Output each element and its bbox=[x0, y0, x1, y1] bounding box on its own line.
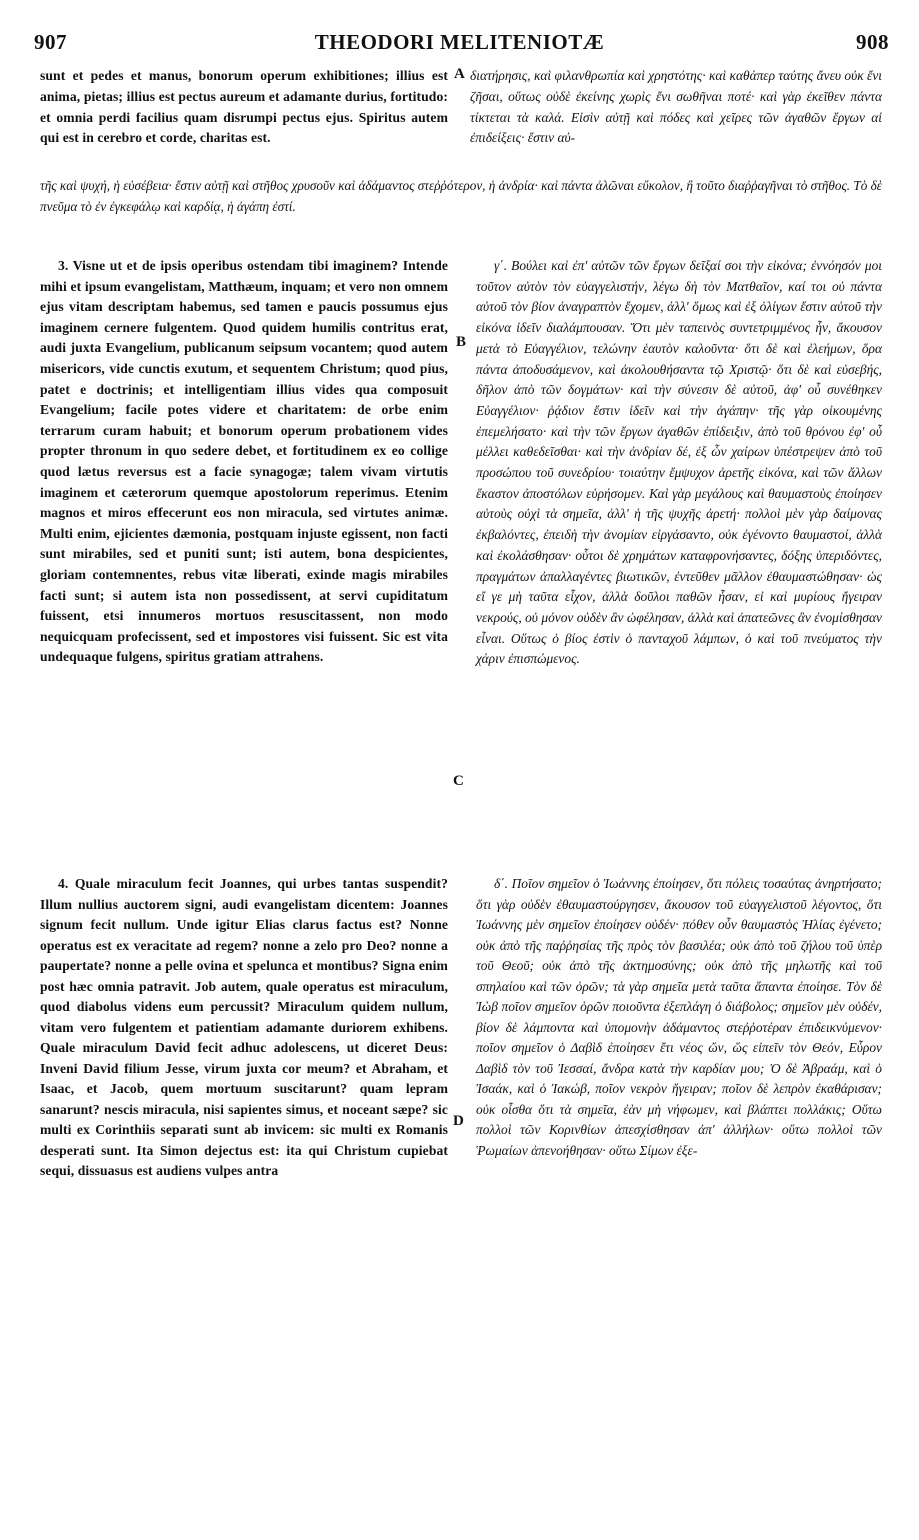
margin-marker-a: A bbox=[454, 66, 465, 82]
page-number-right: 908 bbox=[856, 30, 889, 54]
section-3-latin: 3. Visne ut et de ipsis operibus ostendam tibi imaginem? Intende mihi et ipsum evangelistam, Matthæum, inquam; et vero non omnem ejus vitam descriptam habemus, sed tamen e paucis possumus ejus imaginem cernere fulgentem. Quod quidem humilis contritus erat, audi juxta Evangelium, publicanum seipsum vocantem; quod autem misericors, vide cunctis exutum, et sequentem Christum; quod pius, patet e doctrinis; et intelligentiam illius vides qua composuit Evangelium; facile potes videre et charitatem: de orbe enim terrarum curam habuit; et bonorum operum probationem vides propter thronum in quo sedere debet, et fortitudinem ex eo collige quod lætus reversus est a facie synagogæ; talem vivam virtutis imaginem et cæterorum quemque apostolorum reperimus. Etenim magnos et miros effecerunt eos non miracula, sed virtutes animæ. Multi enim, ejicientes dæmonia, postquam injuste egissent, non facti sunt mirabiles, sed et puniti sunt; isti autem, bona despicientes, gloriam contemnentes, rebus vitæ liberati, exinde magis mirabiles facti sunt; si autem ista non possedissent, at servi cupiditatum fuissent, etsi innumeros mortuos resuscitassent, non modo nequicquam profecissent, sed et impostores visi fuissent. Sic est vita undequaque fulgens, spiritus gratiam attrahens. bbox=[40, 258, 448, 665]
intro-latin: sunt et pedes et manus, bonorum operum exhibitiones; illius est anima, pietas; illius est pectus aureum et adamante durius, fortitudo: et omnia perdi facilius quam disrumpi pectus ejus. Spiritus autem qui est in cerebro et corde, charitas est. bbox=[40, 68, 448, 146]
intro-greek: διατήρησις, καὶ φιλανθρωπία καὶ χρηστότης· καὶ καθάπερ ταύτης ἄνευ οὐκ ἔνι ζῆσαι, οὕτως οὐδὲ ἐκείνης χωρὶς ἔνι σωθῆναι ποτέ· καὶ γὰρ ἐκεῖθεν πάντα τίκτεται τὰ καλά. Εἰσὶν αὐτῇ καὶ πόδες καὶ χεῖρες τῶν ἀγαθῶν ἔργων αἱ ἐπιδείξεις· ἔστιν αὐ- bbox=[470, 68, 882, 146]
section-3-greek: γ΄. Βούλει καὶ ἐπ' αὐτῶν τῶν ἔργων δεῖξαί σοι τὴν εἰκόνα; ἐννόησόν μοι τοῦτον αὐτὸν τὸν εὐαγγελιστήν, λέγω δὴ τὸν Ματθαῖον, καί τοι οὐ πάντα αὐτοῦ τὸν βίον ἀναγραπτὸν ἔχομεν, ἀλλ' ὅμως καὶ ἐξ ὀλίγων ἔστιν αὐτοῦ τὴν εἰκόνα ἰδεῖν διαλάμπουσαν. Ὅτι μὲν ταπεινὸς συντετριμμένος ἦν, ἄκουσον μετὰ τὸ Εὐαγγέλιον, τελώνην ἑαυτὸν καλοῦντα· ὅτι δὲ καὶ ἐλεήμων, ὅρα πάντα ἀποδυσάμενον, καὶ ἀκολουθήσαντα τῷ Χριστῷ· ὅτι δὲ καὶ εὐσεβής, δῆλον ἀπὸ τῶν δογμάτων· καὶ τὴν σύνεσιν δὲ αὐτοῦ, ἀφ' οὗ συνέθηκεν Εὐαγγέλιον· ῥᾴδιον ἔστιν ἰδεῖν καὶ τὴν ἀγάπην· τῆς γὰρ οἰκουμένης ἐπεμελήσατο· καὶ τὴν τῶν ἔργων ἀγαθῶν ἐπίδειξιν, ἀπὸ τοῦ θρόνου ἐφ' οὗ μέλλει καθεδεῖσθαι· καὶ τὴν ἀνδρίαν δέ, ἐξ ὧν χαίρων ὑπέστρεψεν ἀπὸ τοῦ προσώπου τοῦ συνεδρίου· τοιαύτην ἔμψυχον ἀρετῆς εἰκόνα, καὶ τῶν ἄλλων ἕκαστον ἀποστόλων εὑρήσομεν. Καὶ γὰρ μεγάλους καὶ θαυμαστοὺς ἐποίησεν αὐτοὺς οὐχὶ τὰ σημεῖα, ἀλλ' ἡ τῆς ψυχῆς ἀρετή· πολλοὶ μὲν γὰρ δαίμονας ἐκβαλόντες, ἐπειδὴ τὴν ἀνομίαν εἰργάσαντο, οὐκ ἐγένοντο θαυμαστοί, ἀλλὰ καὶ ἐκολάσθησαν· οὗτοι δὲ χρημάτων καταφρονήσαντες, δόξης ὑπεριδόντες, πραγμάτων ἀπαλλαγέντες βιωτικῶν, ἐντεῦθεν μᾶλλον ἐθαυμαστώθησαν· ὡς εἴ γε μὴ ταῦτα εἶχον, ἀλλὰ δοῦλοι παθῶν ἦσαν, εἰ καὶ μυρίους ἤγειραν νεκρούς, οὐ μόνον οὐδὲν ἂν ὠφέλησαν, ἀλλὰ καὶ ἀπατεῶνες ἂν ἐνομίσθησαν εἶναι. Οὕτως ὁ βίος ἐστὶν ὁ πανταχοῦ λάμπων, ὁ καὶ τοῦ πνεύματος τὴν χάριν ἐπισπώμενος. bbox=[476, 258, 882, 667]
page-number-left: 907 bbox=[34, 30, 67, 54]
margin-marker-c: C bbox=[453, 773, 464, 789]
section-4-latin: 4. Quale miraculum fecit Joannes, qui urbes tantas suspendit? Illum nullius auctorem signi, audi evangelistam dicentem: Joannes signum fecit nullum. Unde igitur Elias clarus factus est? Nonne operatus est ex veracitate ad regem? nonne a zelo pro Deo? nonne a paupertate? nonne a pelle ovina et spelunca et montibus? Signa enim post hæc omnia patravit. Job autem, quale operatus est miraculum, quod diabolus videns eum percussit? Miraculum quidem nullum, vitam vero fulgentem et patientiam adamante duriorem exhibens. Quale miraculum David fecit adhuc adolescens, ut diceret Deus: Inveni David filium Jesse, virum juxta cor meum? et Abraham, et Isaac, et Jacob, quem mortuum suscitarunt? quam lepram sanarunt? nescis miracula, nisi sapientes simus, et noceant sæpe? sic multi ex Corinthiis separati sunt ab invicem: sic multi ex Romanis desperati sunt. Ita Simon dejectus est: ita qui Christum cupiebat sequi, dissuasus est audiens vulpes antra bbox=[40, 876, 448, 1178]
running-title: THEODORI MELITENIOTÆ bbox=[314, 30, 605, 54]
intro-greek-continued: τῆς καὶ ψυχή, ἡ εὐσέβεια· ἔστιν αὐτῇ καὶ στῆθος χρυσοῦν καὶ ἀδάμαντος στεῤῥότερον, ἡ ἀνδρία· καὶ πάντα ἀλῶναι εὔκολον, ἢ τοῦτο διαῤῥαγῆναι τὸ στῆθος. Τὸ δὲ πνεῦμα τὸ ἐν ἐγκεφάλῳ καὶ καρδίᾳ, ἡ ἀγάπη ἐστί. bbox=[40, 178, 882, 214]
margin-marker-d: D bbox=[453, 1113, 464, 1129]
margin-marker-b: B bbox=[456, 334, 467, 350]
section-4-greek: δ΄. Ποῖον σημεῖον ὁ Ἰωάννης ἐποίησεν, ὅτι πόλεις τοσαύτας ἀνηρτήσατο; ὅτι γὰρ οὐδὲν ἐθαυμαστούργησεν, ἄκουσον τοῦ εὐαγγελιστοῦ λέγοντος, ὅτι Ἰωάννης μὲν σημεῖον ἐποίησεν οὐδέν· πόθεν οὖν θαυμαστὸς Ἠλίας ἐγένετο; οὐκ ἀπὸ τῆς παῤῥησίας τῆς πρὸς τὸν βασιλέα; οὐκ ἀπὸ τοῦ ζήλου τοῦ ὑπὲρ τοῦ Θεοῦ; οὐκ ἀπὸ τῆς ἀκτημοσύνης; οὐκ ἀπὸ τῆς μηλωτῆς καὶ τοῦ σπηλαίου καὶ τῶν ὀρῶν; τὰ γὰρ σημεῖα μετὰ ταῦτα ἅπαντα ἐποίησε. Τὸν δὲ Ἰὼβ ποῖον σημεῖον ὁρῶν ποιοῦντα ἐξεπλάγη ὁ διάβολος; σημεῖον μὲν οὐδέν, βίον δὲ λάμποντα καὶ ὑπομονὴν ἀδάμαντος στεῤῥοτέραν ἐπιδεικνύμενον· ποῖον σημεῖον ὁ Δαβὶδ ἐποίησεν ἔτι νέος ὤν, ὥς εἰπεῖν τὸν Θεόν, Εὗρον Δαβὶδ τὸν τοῦ Ἰεσσαί, ἄνδρα κατὰ τὴν καρδίαν μου; Ὁ δὲ Ἀβραάμ, καὶ ὁ Ἰσαάκ, καὶ ὁ Ἰακώβ, ποῖον νεκρὸν ἤγειραν; ποῖον δὲ λεπρὸν ἐκαθάρισαν; οὐκ οἶσθα ὅτι τὰ σημεῖα, ἐὰν μὴ νήφωμεν, καὶ βλάπτει πολλάκις; Οὕτω πολλοὶ τῶν Κορινθίων ἀπεσχίσθησαν ἀπ' ἀλλήλων· οὕτω πολλοὶ τῶν Ῥωμαίων ἀπενοήθησαν· οὕτω Σίμων ἐξε- bbox=[476, 876, 882, 1158]
